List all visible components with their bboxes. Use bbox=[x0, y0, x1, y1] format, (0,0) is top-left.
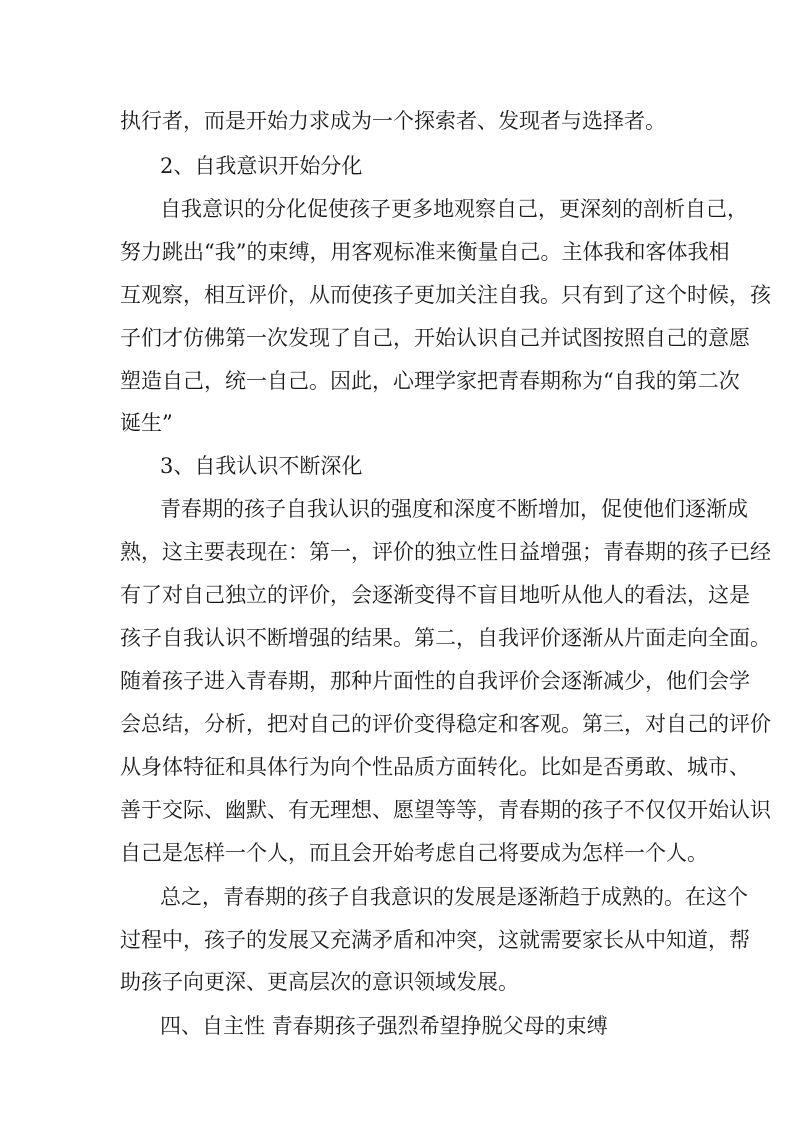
text-line: 互观察，相互评价，从而使孩子更加关注自我。只有到了这个时候，孩 bbox=[120, 283, 771, 307]
text-line: 自我意识的分化促使孩子更多地观察自己，更深刻的剖析自己， bbox=[160, 197, 748, 221]
text-line: 青春期的孩子自我认识的强度和深度不断增加，促使他们逐渐成 bbox=[160, 497, 748, 521]
text-line: 塑造自己，统一自己。因此，心理学家把青春期称为“自我的第二次 bbox=[120, 369, 740, 393]
text-line: 自己是怎样一个人，而且会开始考虑自己将要成为怎样一个人。 bbox=[120, 841, 708, 865]
text-line: 孩子自我认识不断增强的结果。第二，自我评价逐渐从片面走向全面。 bbox=[120, 626, 771, 650]
section-heading: 3、自我认识不断深化 bbox=[160, 454, 363, 478]
text-line: 总之，青春期的孩子自我意识的发展是逐渐趋于成熟的。在这个 bbox=[160, 885, 748, 909]
text-line: 善于交际、幽默、有无理想、愿望等等，青春期的孩子不仅仅开始认识 bbox=[120, 798, 771, 822]
text-line: 子们才仿佛第一次发现了自己，开始认识自己并试图按照自己的意愿 bbox=[120, 326, 750, 350]
text-line: 努力跳出“我”的束缚，用客观标准来衡量自己。主体我和客体我相 bbox=[120, 240, 730, 264]
text-line: 有了对自己独立的评价，会逐渐变得不盲目地听从他人的看法，这是 bbox=[120, 583, 750, 607]
text-line: 从身体特征和具体行为向个性品质方面转化。比如是否勇敢、城市、 bbox=[120, 755, 750, 779]
section-heading: 2、自我意识开始分化 bbox=[160, 154, 363, 178]
text-line: 执行者，而是开始力求成为一个探索者、发现者与选择者。 bbox=[120, 109, 666, 133]
text-line: 诞生” bbox=[120, 411, 173, 435]
section-heading: 四、自主性 青春期孩子强烈希望挣脱父母的束缚 bbox=[160, 1014, 608, 1038]
text-line: 熟，这主要表现在：第一，评价的独立性日益增强；青春期的孩子已经 bbox=[120, 540, 771, 564]
text-line: 助孩子向更深、更高层次的意识领域发展。 bbox=[120, 970, 519, 994]
text-line: 过程中，孩子的发展又充满矛盾和冲突，这就需要家长从中知道，帮 bbox=[120, 928, 750, 952]
text-line: 会总结，分析，把对自己的评价变得稳定和客观。第三，对自己的评价 bbox=[120, 712, 771, 736]
text-line: 随着孩子进入青春期，那种片面性的自我评价会逐渐减少，他们会学 bbox=[120, 669, 750, 693]
